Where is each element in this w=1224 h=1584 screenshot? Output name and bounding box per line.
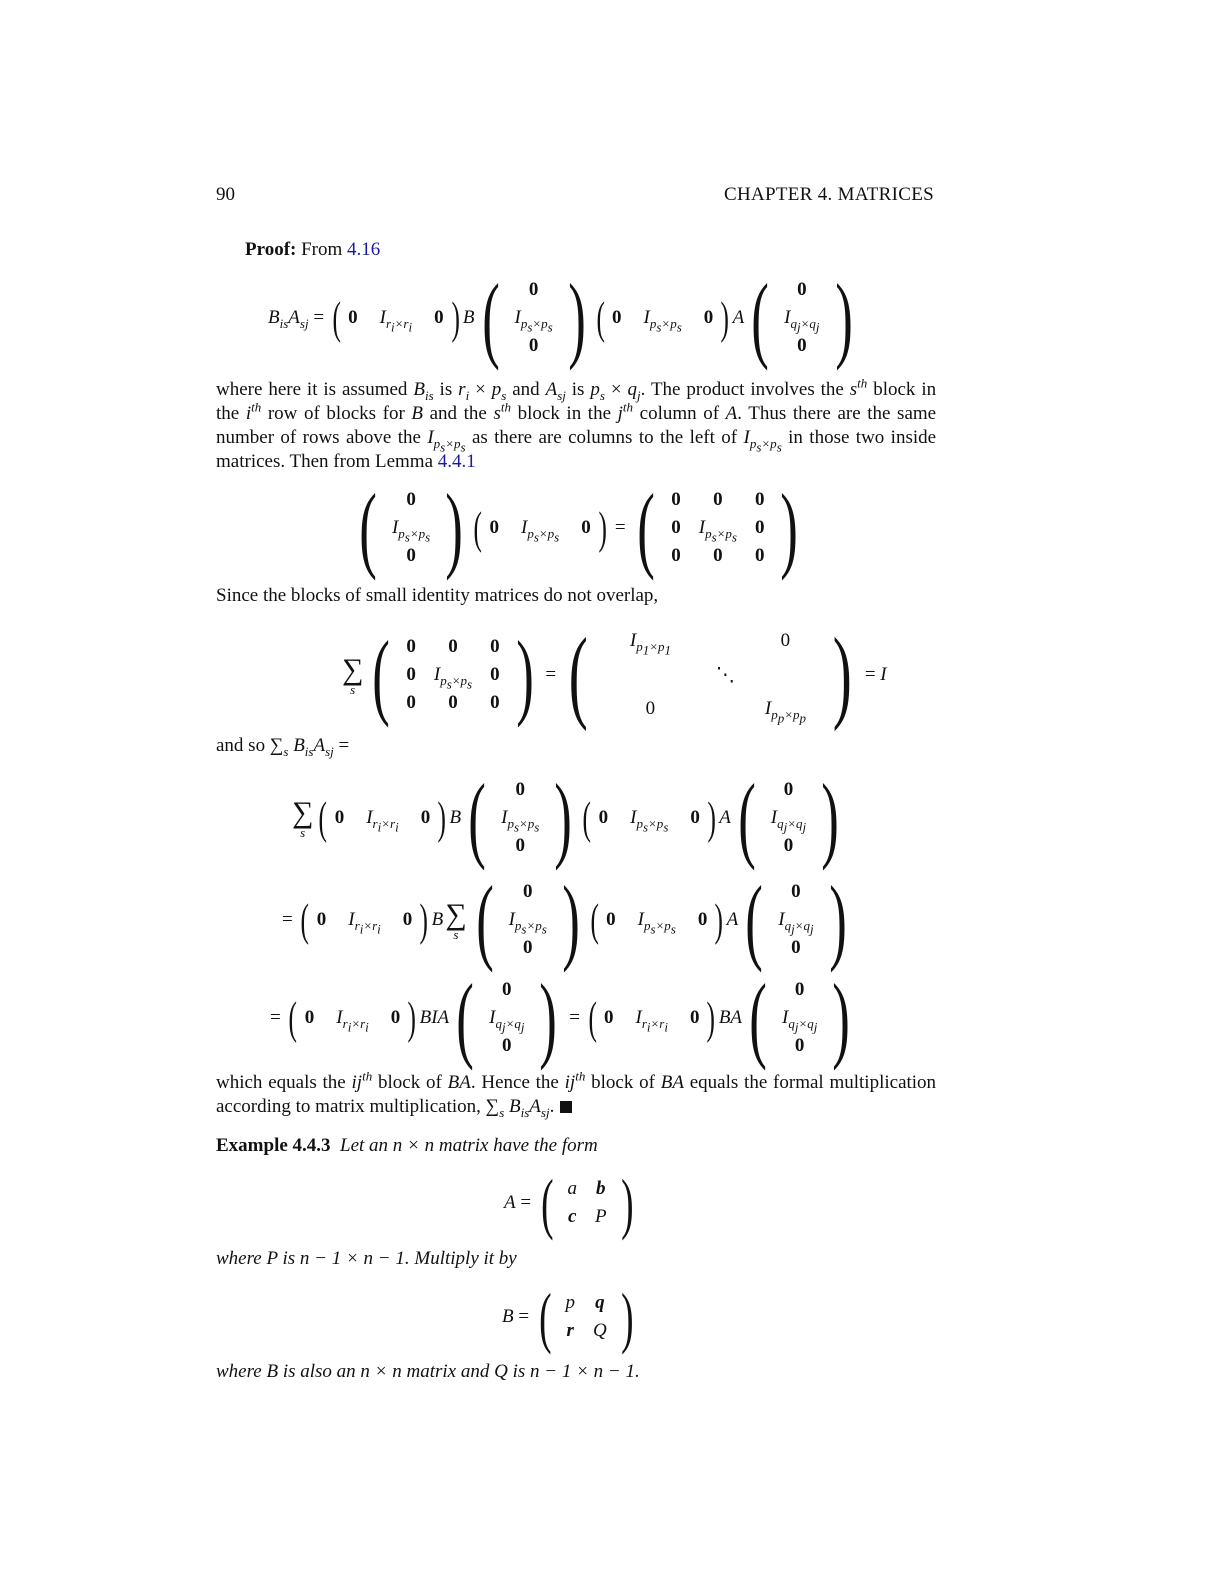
example-text: Let an n × n matrix have the form (340, 1135, 598, 1156)
example-end-text: where B is also an n × n matrix and Q is n − 1 × n − 1. (216, 1361, 640, 1382)
qed-square-icon (560, 1101, 572, 1113)
equation-matrix-a: A = ( a b c P ) (504, 1165, 634, 1241)
proof-intro (245, 238, 965, 262)
equation-sum-line-2: = ( 0 $I_{r_i\times r_i}$ 0 ) B ∑ s ( 0 $I_{p_s\times p_s}$ 0 ) ( 0 $I_{p_s\times p_s}$ 0 ) A ( 0 $I_{q_j\times q_j}$ 0 ) (282, 866, 847, 973)
paragraph-and-so: and so $\sum_s$ $B_{is}A_{sj}$ = (216, 735, 350, 759)
equation-sum-line-1: ∑ s ( 0 $I_{r_i\times r_i}$ 0 ) B ( 0 $I_{p_s\times p_s}$ 0 ) ( 0 $I_{p_s\times p_s}$ 0 ) A ( 0 $I_{q_j\times q_j}$ 0 ) (292, 764, 839, 871)
proof-text: From (301, 239, 343, 260)
equation-outer-product: ( 0 $I_{p_s\times p_s}$ 0 ) ( 0 $I_{p_s\times p_s}$ 0 ) = ( 0 0 0 0 $I_{p_s\times p_s}$ 0 0 0 0 ) (359, 474, 799, 581)
equation-sum-line-3: = ( 0 $I_{r_i\times r_i}$ 0 ) BIA ( 0 $I_{q_j\times q_j}$ 0 ) = ( 0 $I_{r_i\times r_i}$ 0 ) BA ( 0 $I_{q_j\times q_j}$ 0 ) (270, 964, 851, 1071)
equation-matrix-b: B = ( p q r Q ) (502, 1279, 634, 1355)
example-middle-text: where P is n − 1 × n − 1. Multiply it by (216, 1248, 517, 1269)
equation-block-product: $B_{is}A_{sj}$ = ( 0 $I_{r_i\times r_i}$ 0 ) B ( 0 $I_{p_s\times p_s}$ 0 ) ( 0 $I_{p_s\times p_s}$ 0 ) A ( 0 $I_{q_j\times q_j}$ 0 ) (268, 264, 853, 371)
page-number: 90 (216, 184, 235, 205)
equation-sum-identity: ∑ s ( 0 0 0 0 $I_{p_s\times p_s}$ 0 0 0 0 ) = ( $I_{p_1\times p_1}$ 0 ⋱ 0 $I_{p_p\times p_p}$ ) = I (342, 617, 887, 732)
example-heading (216, 1134, 936, 1158)
running-header: CHAPTER 4. MATRICES (724, 184, 934, 205)
paragraph-conclusion: which equals the $ij^{th}$ block of BA. Hence the $ij^{th}$ block of BA equals the formal multiplication according to matrix multiplication, $\sum_s$ $B_{is}A_{sj}$. (216, 1068, 937, 1120)
paragraph-no-overlap: Since the blocks of small identity matrices do not overlap, (216, 585, 659, 606)
lemma-ref-link[interactable]: 4.4.1 (437, 451, 476, 472)
example-label: Example 4.4.3 (216, 1135, 331, 1156)
proof-label: Proof: (245, 239, 297, 260)
equation-ref-link[interactable]: 4.16 (347, 239, 381, 260)
paragraph-block-assumption: where here it is assumed $B_{is}$ is $r_i \times p_s$ and $A_{sj}$ is $p_s \times q_j$. The product involves the $s^{th}$ block in the $i^{th}$ row of blocks for B and the $s^{th}$ block in the $j^{th}$ column of A. Thus there are the same number of rows above the $I_{p_s\times p_s}$ as there are columns to the left of $I_{p_s\times p_s}$ in those two inside matrices. Then from Lemma 4.4.1 (216, 375, 937, 472)
